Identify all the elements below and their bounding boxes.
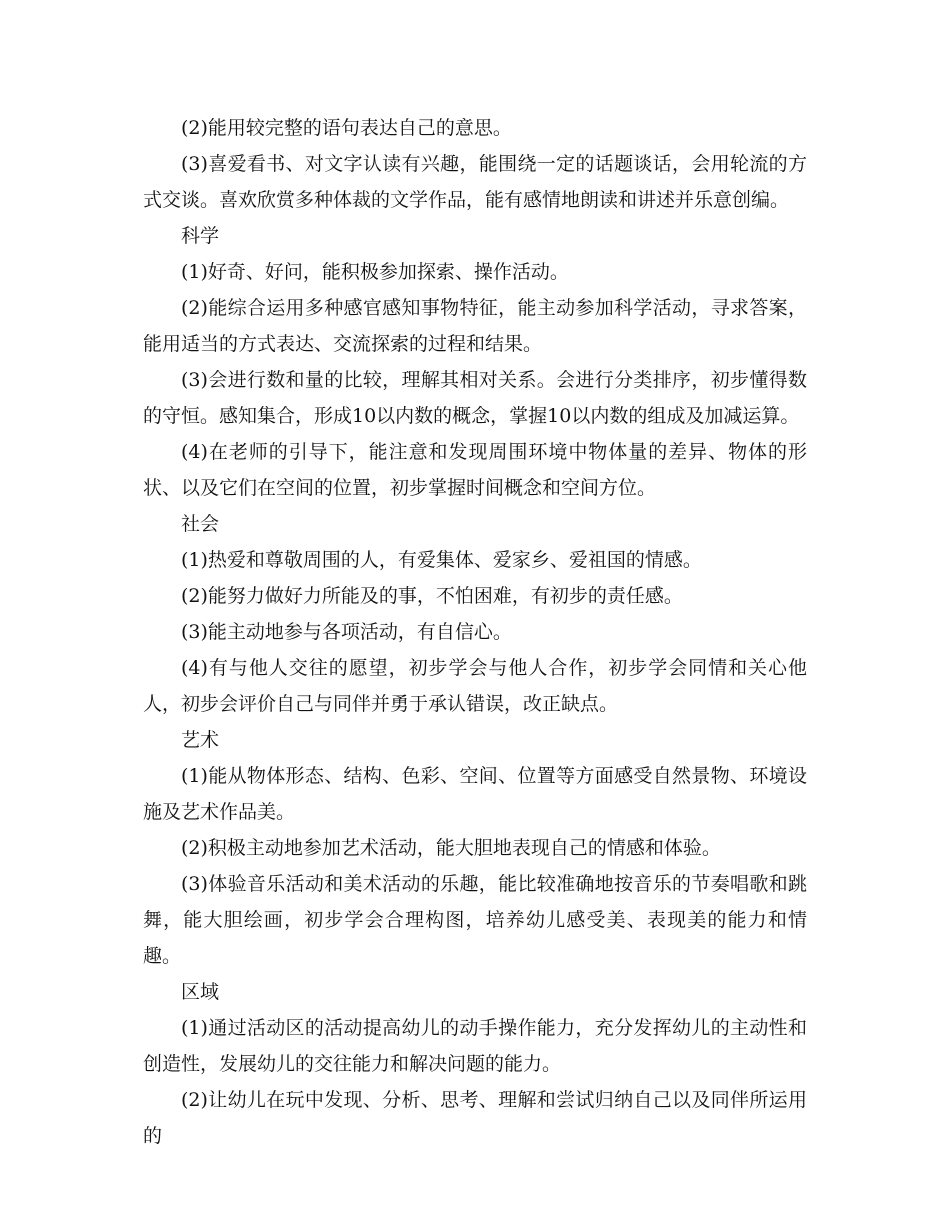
paragraph-society-2: (2)能努力做好力所能及的事，不怕困难，有初步的责任感。 bbox=[181, 585, 683, 607]
paragraph-society-1: (1)热爱和尊敬周围的人，有爱集体、爱家乡、爱祖国的情感。 bbox=[181, 549, 702, 571]
paragraph-society-3: (3)能主动地参与各项活动，有自信心。 bbox=[181, 621, 512, 643]
paragraph-science-4: (4)在老师的引导下，能注意和发现周围环境中物体量的差异、物体的形状、以及它们在空间的位置，初步掌握时间概念和空间方位。 bbox=[143, 441, 807, 499]
paragraph-art-3: (3)体验音乐活动和美术活动的乐趣，能比较准确地按音乐的节奏唱歌和跳舞，能大胆绘画，初步学会合理构图，培养幼儿感受美、表现美的能力和情趣。 bbox=[143, 873, 807, 967]
section-heading-area: 区域 bbox=[181, 981, 220, 1003]
section-heading-society: 社会 bbox=[181, 513, 220, 535]
section-heading-art: 艺术 bbox=[181, 729, 220, 751]
paragraph-area-1: (1)通过活动区的活动提高幼儿的动手操作能力，充分发挥幼儿的主动性和创造性，发展幼儿的交往能力和解决问题的能力。 bbox=[143, 1017, 807, 1075]
paragraph-language-3: (3)喜爱看书、对文字认读有兴趣，能围绕一定的话题谈话，会用轮流的方式交谈。喜欢欣赏多种体裁的文学作品，能有感情地朗读和讲述并乐意创编。 bbox=[143, 153, 807, 211]
paragraph-language-2: (2)能用较完整的语句表达自己的意思。 bbox=[181, 117, 512, 139]
section-heading-science: 科学 bbox=[181, 225, 220, 247]
paragraph-art-2: (2)积极主动地参加艺术活动，能大胆地表现自己的情感和体验。 bbox=[181, 837, 721, 859]
paragraph-science-2: (2)能综合运用多种感官感知事物特征，能主动参加科学活动，寻求答案，能用适当的方式表达、交流探索的过程和结果。 bbox=[143, 297, 807, 355]
paragraph-art-1: (1)能从物体形态、结构、色彩、空间、位置等方面感受自然景物、环境设施及艺术作品美。 bbox=[143, 765, 807, 823]
paragraph-science-1: (1)好奇、好问，能积极参加探索、操作活动。 bbox=[181, 261, 569, 283]
paragraph-society-4: (4)有与他人交往的愿望，初步学会与他人合作，初步学会同情和关心他人，初步会评价自己与同伴并勇于承认错误，改正缺点。 bbox=[143, 657, 807, 715]
paragraph-area-2: (2)让幼儿在玩中发现、分析、思考、理解和尝试归纳自己以及同伴所运用的 bbox=[143, 1089, 807, 1147]
document-body bbox=[143, 110, 807, 1154]
paragraph-science-3: (3)会进行数和量的比较，理解其相对关系。会进行分类排序，初步懂得数的守恒。感知集合，形成10以内数的概念，掌握10以内数的组成及加减运算。 bbox=[143, 369, 807, 427]
